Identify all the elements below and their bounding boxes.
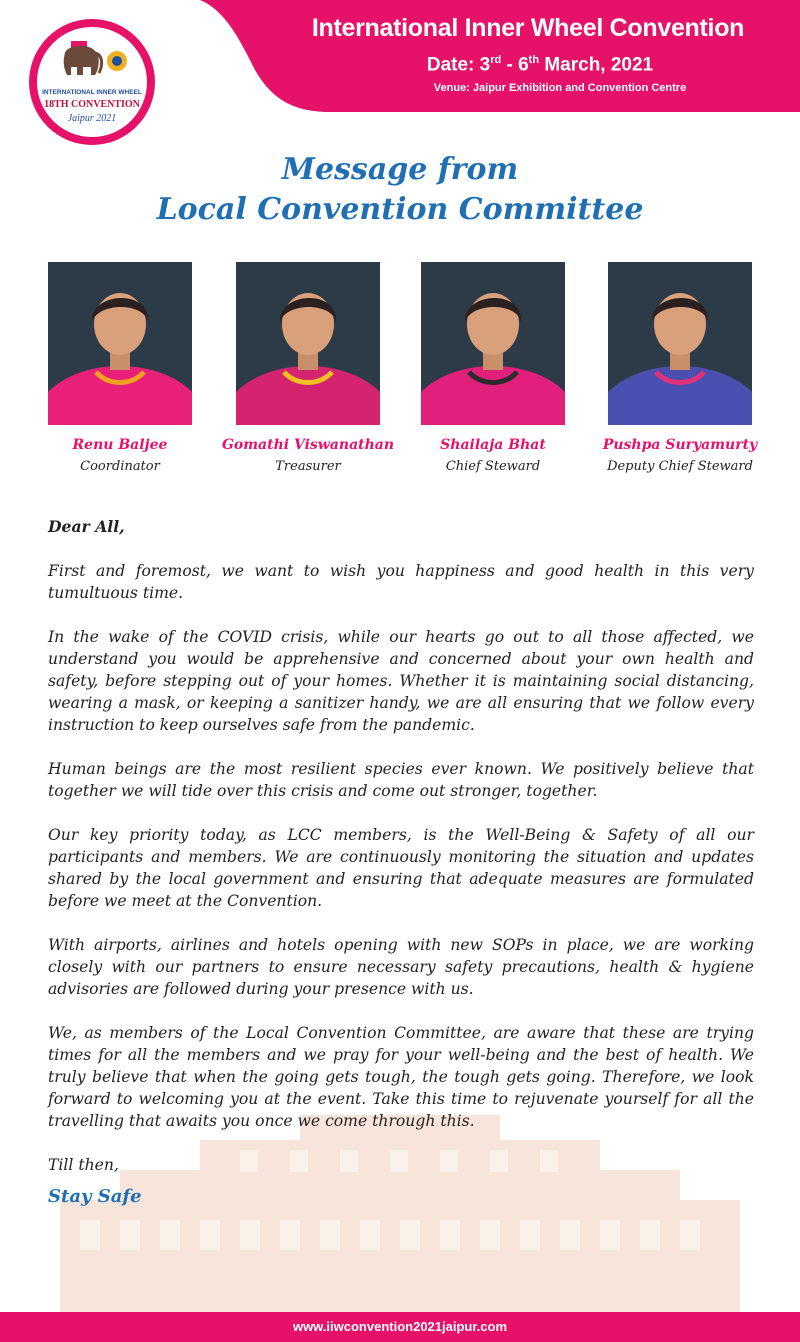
member-name: Gomathi Viswanathan bbox=[221, 437, 395, 453]
letter-paragraph: Human beings are the most resilient species ever known. We positively believe that together we will tide over this crisis and come out stronger, together. bbox=[48, 760, 754, 800]
member-card bbox=[218, 262, 398, 474]
letter-paragraph: First and foremost, we want to wish you happiness and good health in this very tumultuous time. bbox=[48, 562, 754, 602]
member-name: Shailaja Bhat bbox=[440, 437, 546, 453]
member-role: Chief Steward bbox=[445, 459, 541, 474]
title-line1: Message from bbox=[281, 152, 519, 187]
member-photo bbox=[48, 262, 192, 425]
member-role: Treasurer bbox=[275, 459, 341, 474]
member-role: Coordinator bbox=[80, 459, 160, 474]
letter-paragraph: We, as members of the Local Convention Committee, are aware that these are trying times for all the members and we pray for your well-being and the best of health. We truly believe that when the going gets tough, the tough gets going. Therefore, we look forward to welcoming you at the event. Take this time to rejuvenate yourself for all the travelling that awaits you once we come through this. bbox=[48, 1024, 754, 1130]
logo-line2: 18TH CONVENTION bbox=[44, 99, 140, 110]
member-card bbox=[30, 262, 210, 474]
convention-logo bbox=[29, 19, 155, 145]
letter-paragraph: With airports, airlines and hotels opening with new SOPs in place, we are working closely with our partners to ensure necessary safety precautions, health & hygiene advisories are followed during your presence with us. bbox=[48, 936, 754, 998]
elephant-icon bbox=[37, 31, 147, 91]
member-role: Deputy Chief Steward bbox=[607, 459, 753, 474]
member-photo bbox=[421, 262, 565, 425]
greeting: Dear All, bbox=[48, 517, 125, 536]
convention-title: International Inner Wheel Convention bbox=[311, 14, 745, 42]
footer bbox=[0, 1312, 800, 1342]
message-title bbox=[0, 150, 800, 230]
member-photo bbox=[236, 262, 380, 425]
letter-body bbox=[48, 516, 754, 1230]
website-link[interactable]: www.iiwconvention2021jaipur.com bbox=[292, 1319, 508, 1334]
member-name: Renu Baljee bbox=[72, 437, 168, 453]
letter-paragraph: In the wake of the COVID crisis, while our hearts go out to all those affected, we understand you would be apprehensive and concerned about your own health and safety, before stepping out of your homes. Whether it is maintaining social distancing, wearing a mask, or keeping a sanitizer handy, we are all ensuring that we follow every instruction to keep ourselves safe from the pandemic. bbox=[48, 628, 754, 734]
member-card bbox=[590, 262, 770, 474]
letter-paragraphs bbox=[48, 560, 754, 1132]
letter-paragraph: Our key priority today, as LCC members, is the Well-Being & Safety of all our participants and members. We are continuously monitoring the situation and updates shared by the local government and ensuring that adequate measures are formulated before we meet at the Convention. bbox=[48, 826, 754, 910]
convention-venue: Venue: Jaipur Exhibition and Convention Centre bbox=[433, 82, 687, 94]
title-line2: Local Convention Committee bbox=[156, 192, 644, 227]
signoff: Stay Safe bbox=[48, 1186, 142, 1207]
convention-date: Date: 3rd - 6th March, 2021 bbox=[426, 54, 654, 76]
logo-line3: Jaipur 2021 bbox=[67, 113, 117, 124]
member-card bbox=[403, 262, 583, 474]
member-name: Pushpa Suryamurty bbox=[602, 437, 758, 453]
logo-line1: INTERNATIONAL INNER WHEEL bbox=[42, 89, 142, 96]
member-photo bbox=[608, 262, 752, 425]
closing: Till then, bbox=[48, 1156, 119, 1174]
